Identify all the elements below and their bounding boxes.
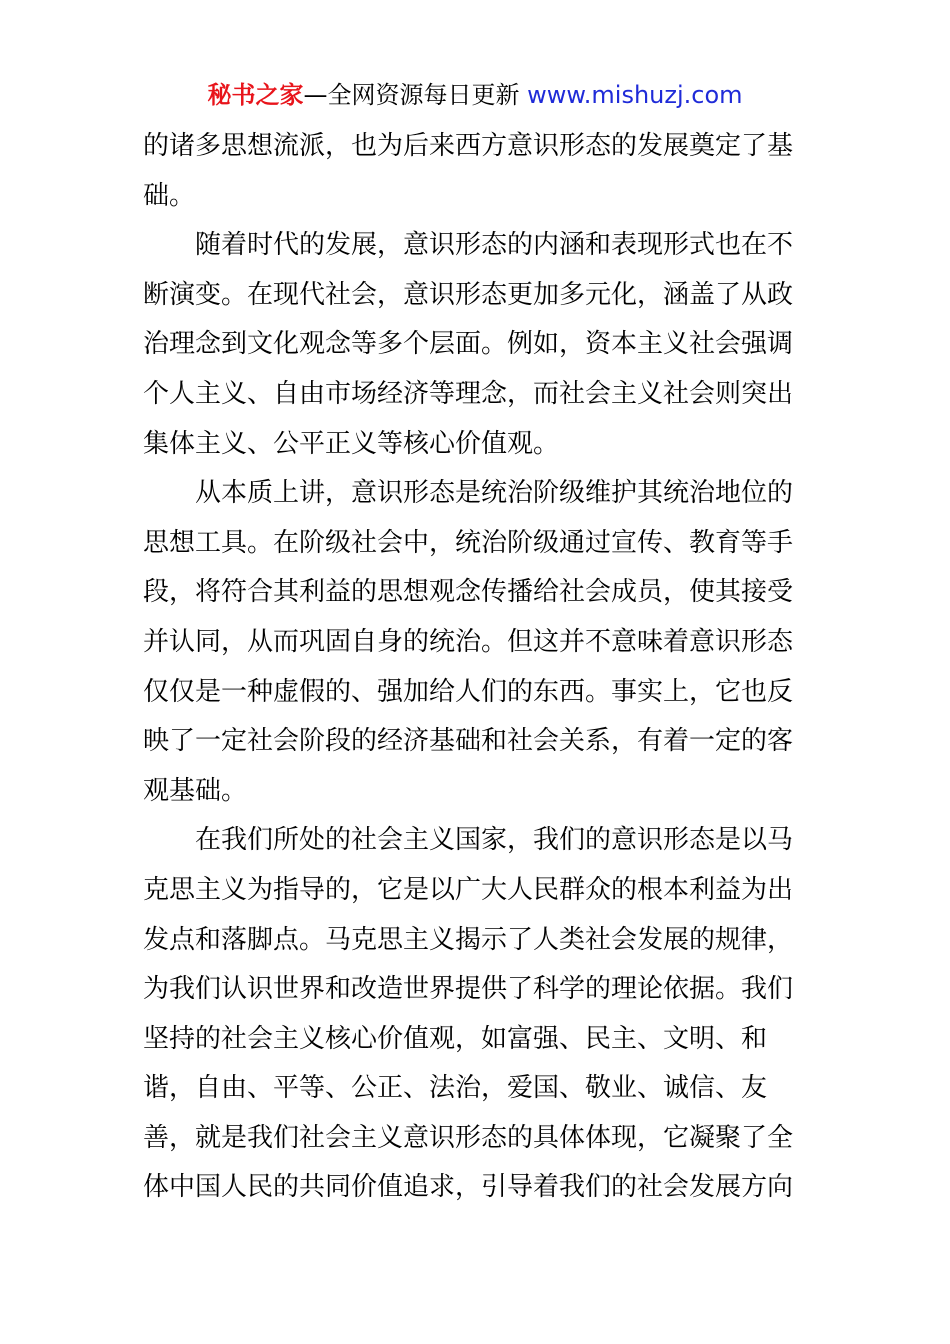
text-line: 映了一定社会阶段的经济基础和社会关系，有着一定的客 [143,726,794,757]
page-header [0,78,950,112]
text-line: 个人主义、自由市场经济等理念，而社会主义社会则突出 [143,378,794,409]
site-brand: 秘书之家 [207,81,304,109]
text-line: 在我们所处的社会主义国家，我们的意识形态是以马 [143,825,794,856]
text-line: 观基础。 [143,775,248,806]
text-line: 发点和落脚点。马克思主义揭示了人类社会发展的规律， [143,924,794,955]
text-line: 谐，自由、平等、公正、法治，爱国、敬业、诚信、友 [143,1073,768,1104]
text-line: 的诸多思想流派，也为后来西方意识形态的发展奠定了基 [143,131,794,161]
text-line: 仅仅是一种虚假的、强加给人们的东西。事实上，它也反 [143,676,794,707]
document-body [143,122,807,1213]
text-line: 集体主义、公平正义等核心价值观。 [143,428,560,459]
text-line: 断演变。在现代社会，意识形态更加多元化，涵盖了从政 [143,279,794,310]
text-line: 础。 [143,180,196,211]
text-line: 思想工具。在阶级社会中，统治阶级通过宣传、教育等手 [143,527,794,558]
site-tagline: —全网资源每日更新 [303,81,520,109]
text-line: 坚持的社会主义核心价值观，如富强、民主、文明、和 [143,1023,768,1054]
text-line: 为我们认识世界和改造世界提供了科学的理论依据。我们 [143,974,794,1005]
text-line: 段，将符合其利益的思想观念传播给社会成员，使其接受 [143,577,794,608]
text-line: 克思主义为指导的，它是以广大人民群众的根本利益为出 [143,874,794,905]
text-line: 善，就是我们社会主义意识形态的具体体现，它凝聚了全 [143,1122,794,1153]
text-line: 体中国人民的共同价值追求，引导着我们的社会发展方向 [143,1172,794,1203]
text-line: 从本质上讲，意识形态是统治阶级维护其统治地位的 [143,478,794,509]
text-line: 治理念到文化观念等多个层面。例如，资本主义社会强调 [143,329,794,360]
text-line: 并认同，从而巩固自身的统治。但这并不意味着意识形态 [143,626,794,657]
text-line: 随着时代的发展，意识形态的内涵和表现形式也在不 [143,230,794,261]
site-url-link[interactable]: www.mishuzj.com [527,81,743,109]
